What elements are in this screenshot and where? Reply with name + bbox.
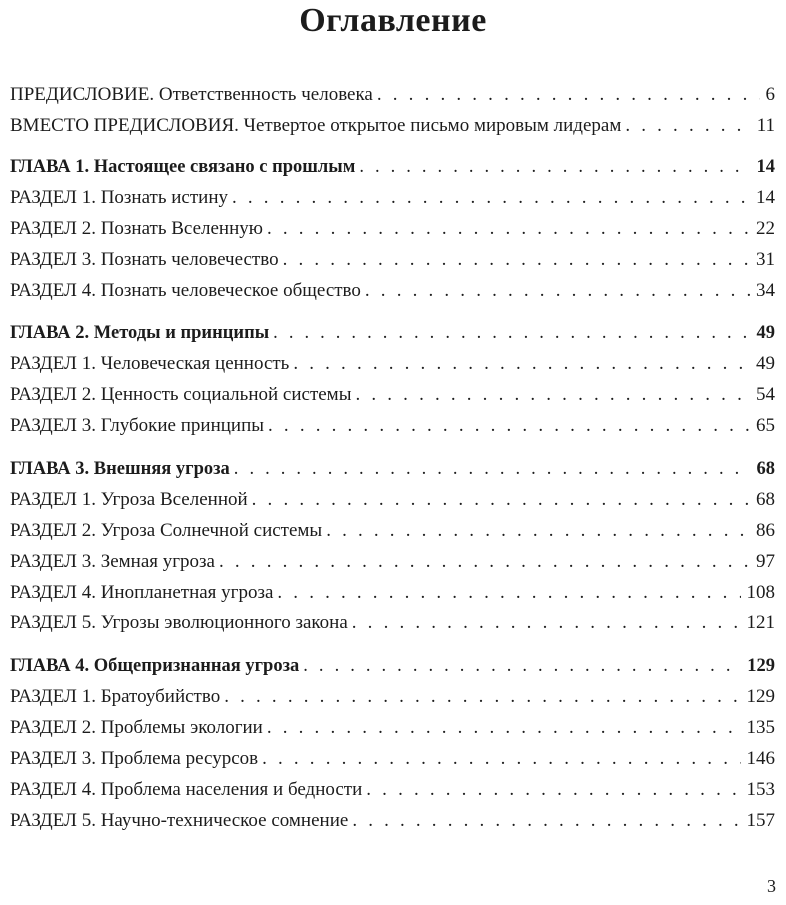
- toc-entry-page: 129: [747, 656, 775, 676]
- toc-chapter-2-section-1[interactable]: [10, 352, 775, 376]
- toc-leader-dots: [377, 83, 760, 107]
- toc-entry-label: ГЛАВА 3. Внешняя угроза: [10, 459, 230, 479]
- toc-entry-page: 65: [756, 415, 775, 436]
- toc-entry-page: 31: [756, 249, 775, 270]
- toc-entry-page: 157: [746, 810, 775, 831]
- toc-entry-label: РАЗДЕЛ 3. Познать человечество: [10, 249, 279, 270]
- toc-leader-dots: [283, 248, 750, 272]
- toc-entry-page: 6: [765, 84, 775, 105]
- toc-entry-page: 22: [756, 218, 775, 239]
- page-title: Оглавление: [299, 2, 487, 39]
- toc-leader-dots: [277, 581, 740, 605]
- toc-leader-dots: [352, 611, 741, 635]
- toc-entry-label: РАЗДЕЛ 2. Познать Вселенную: [10, 218, 263, 239]
- toc-entry-label: ВМЕСТО ПРЕДИСЛОВИЯ. Четвертое открытое письмо мировым лидерам: [10, 115, 622, 136]
- toc-chapter-3-section-1[interactable]: [10, 488, 775, 512]
- toc-chapter-1-section-4[interactable]: [10, 279, 775, 303]
- toc-leader-dots: [268, 414, 750, 438]
- toc-entry-page: 54: [756, 384, 775, 405]
- toc-chapter-3-section-4[interactable]: [10, 581, 775, 605]
- toc-entry-page: 49: [756, 323, 775, 343]
- toc-chapter-2[interactable]: [10, 321, 775, 345]
- toc-entry-label: РАЗДЕЛ 2. Проблемы экологии: [10, 717, 263, 738]
- toc-entry-label: РАЗДЕЛ 3. Проблема ресурсов: [10, 748, 259, 769]
- toc-entry-page: 68: [756, 489, 775, 510]
- toc-leader-dots: [359, 155, 750, 179]
- toc-leader-dots: [267, 217, 750, 241]
- toc-entry-label: РАЗДЕЛ 3. Земная угроза: [10, 551, 215, 572]
- toc-entry-label: ГЛАВА 4. Общепризнанная угроза: [10, 656, 300, 676]
- toc-entry-label: ПРЕДИСЛОВИЕ. Ответственность человека: [10, 84, 373, 105]
- toc-leader-dots: [293, 352, 750, 376]
- toc-entry-label: РАЗДЕЛ 3. Глубокие принципы: [10, 415, 265, 436]
- toc-entry-page: 49: [756, 353, 775, 374]
- toc-entry-label: РАЗДЕЛ 4. Проблема населения и бедности: [10, 779, 363, 800]
- toc-leader-dots: [303, 654, 741, 678]
- toc-entry-label: ГЛАВА 2. Методы и принципы: [10, 323, 270, 343]
- toc-chapter-1-section-2[interactable]: [10, 217, 775, 241]
- toc-leader-dots: [232, 186, 750, 210]
- toc-chapter-4-section-4[interactable]: [10, 778, 775, 802]
- toc-entry-instead-of-foreword[interactable]: [10, 114, 775, 138]
- toc-leader-dots: [352, 809, 740, 833]
- toc-entry-label: РАЗДЕЛ 4. Инопланетная угроза: [10, 582, 274, 603]
- toc-leader-dots: [252, 488, 750, 512]
- toc-entry-label: РАЗДЕЛ 2. Угроза Солнечной системы: [10, 520, 323, 541]
- toc-leader-dots: [262, 747, 740, 771]
- toc-chapter-2-section-3[interactable]: [10, 414, 775, 438]
- toc-entry-page: 34: [756, 280, 775, 301]
- toc-entry-page: 11: [756, 115, 775, 136]
- toc-entry-label: РАЗДЕЛ 5. Научно-техническое сомнение: [10, 810, 349, 831]
- toc-entry-page: 108: [746, 582, 775, 603]
- toc-entry-page: 86: [756, 520, 775, 541]
- toc-entry-page: 121: [746, 612, 775, 633]
- toc-entry-page: 135: [746, 717, 775, 738]
- toc-chapter-2-section-2[interactable]: [10, 383, 775, 407]
- toc-chapter-3-section-2[interactable]: [10, 519, 775, 543]
- toc-chapter-1-section-3[interactable]: [10, 248, 775, 272]
- toc-entry-label: РАЗДЕЛ 4. Познать человеческое общество: [10, 280, 361, 301]
- toc-leader-dots: [234, 457, 751, 481]
- toc-chapter-3[interactable]: [10, 457, 775, 481]
- toc-leader-dots: [267, 716, 741, 740]
- toc-entry-label: РАЗДЕЛ 1. Познать истину: [10, 187, 228, 208]
- toc-chapter-3-section-5[interactable]: [10, 611, 775, 635]
- toc-leader-dots: [625, 114, 750, 138]
- toc-entry-page: 68: [756, 459, 775, 479]
- toc-entry-page: 146: [746, 748, 775, 769]
- toc-chapter-1-section-1[interactable]: [10, 186, 775, 210]
- toc-entry-page: 14: [756, 157, 775, 177]
- toc-chapter-3-section-3[interactable]: [10, 550, 775, 574]
- toc-chapter-4-section-2[interactable]: [10, 716, 775, 740]
- toc-entry-page: 97: [756, 551, 775, 572]
- toc-leader-dots: [326, 519, 750, 543]
- toc-entry-label: РАЗДЕЛ 1. Угроза Вселенной: [10, 489, 248, 510]
- toc-entry-page: 153: [746, 779, 775, 800]
- toc-entry-page: 14: [756, 187, 775, 208]
- toc-leader-dots: [224, 685, 740, 709]
- toc-leader-dots: [219, 550, 750, 574]
- toc-leader-dots: [273, 321, 750, 345]
- toc-chapter-4-section-1[interactable]: [10, 685, 775, 709]
- toc-entry-foreword[interactable]: [10, 83, 775, 107]
- toc-chapter-1[interactable]: [10, 155, 775, 179]
- toc-chapter-4-section-5[interactable]: [10, 809, 775, 833]
- toc-entry-label: РАЗДЕЛ 5. Угрозы эволюционного закона: [10, 612, 348, 633]
- toc-entry-label: РАЗДЕЛ 1. Человеческая ценность: [10, 353, 290, 374]
- toc-leader-dots: [365, 279, 750, 303]
- toc-entry-label: РАЗДЕЛ 1. Братоубийство: [10, 686, 221, 707]
- toc-chapter-4[interactable]: [10, 654, 775, 678]
- toc-entry-label: ГЛАВА 1. Настоящее связано с прошлым: [10, 157, 356, 177]
- toc-entry-label: РАЗДЕЛ 2. Ценность социальной системы: [10, 384, 352, 405]
- toc-chapter-4-section-3[interactable]: [10, 747, 775, 771]
- toc-entry-page: 129: [746, 686, 775, 707]
- toc-leader-dots: [366, 778, 740, 802]
- page-number: 3: [767, 876, 776, 896]
- toc-leader-dots: [355, 383, 750, 407]
